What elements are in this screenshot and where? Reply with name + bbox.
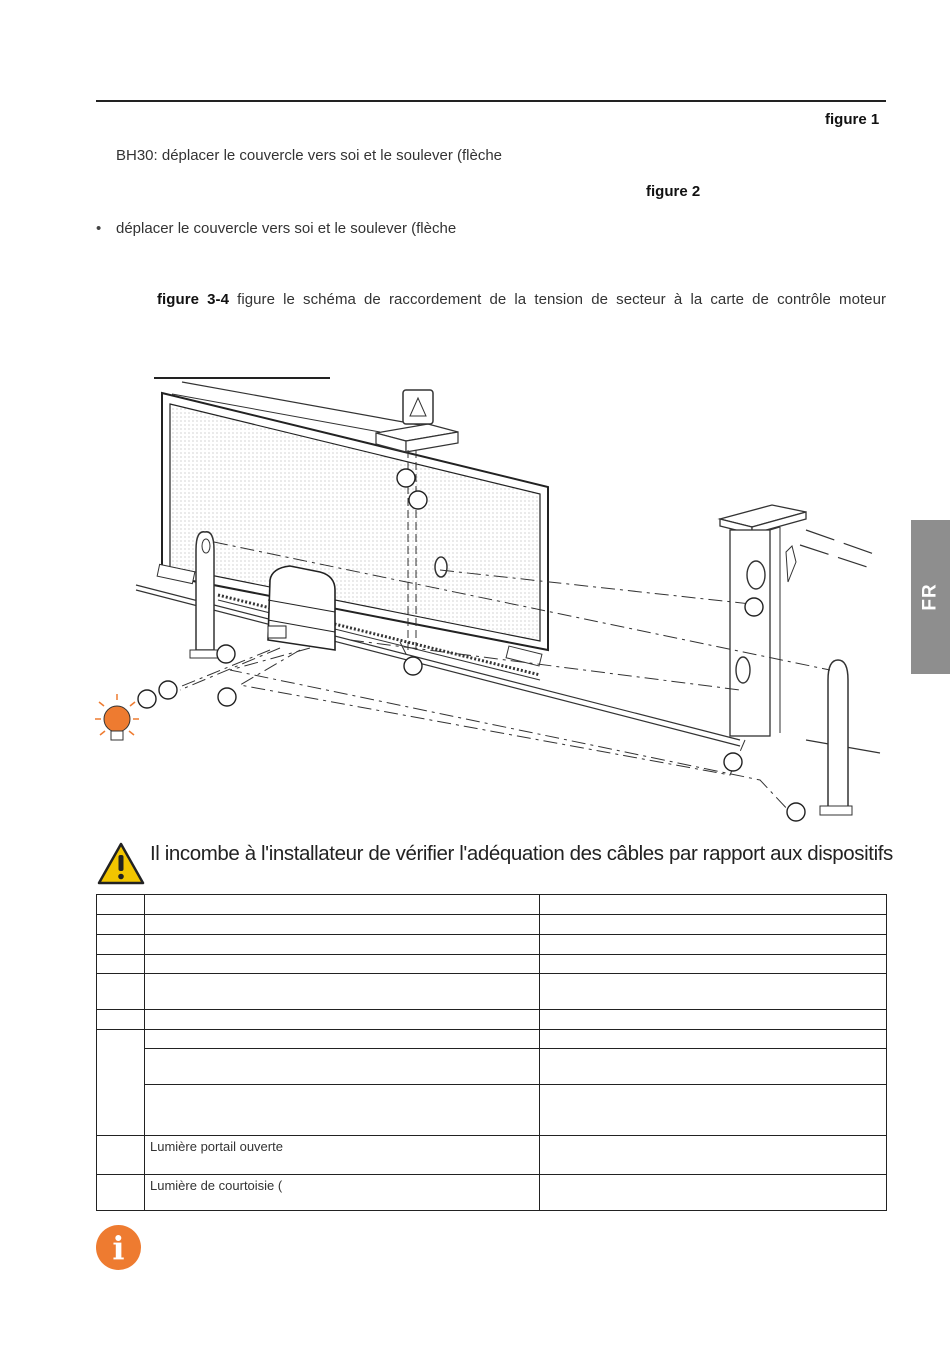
cable-cell xyxy=(540,1175,887,1211)
gate-device-icon xyxy=(435,557,447,577)
info-icon xyxy=(96,1225,141,1270)
warning-text: Il incombe à l'installateur de vérifier l'adéquation des câbles par rapport aux dispositifs xyxy=(150,842,893,865)
table-row xyxy=(97,1136,887,1175)
right-photocell-post xyxy=(820,660,852,815)
cable-cell xyxy=(540,1049,887,1085)
table-row xyxy=(97,955,887,974)
row-number xyxy=(97,1175,145,1211)
row-number xyxy=(97,895,145,915)
table-row xyxy=(97,1175,887,1211)
language-tab-fr xyxy=(911,520,950,674)
right-pillar xyxy=(720,505,806,736)
cable-cell xyxy=(540,935,887,955)
device-cell xyxy=(145,935,540,955)
figure-1-reference: figure 1 xyxy=(825,111,880,128)
device-cell: Lumière de courtoisie ( xyxy=(145,1175,540,1211)
cable-table xyxy=(96,894,887,1211)
cable-cell xyxy=(540,1085,887,1136)
table-row xyxy=(97,895,887,915)
device-cell xyxy=(145,895,540,915)
device-cell xyxy=(145,974,540,1010)
cable-cell xyxy=(540,895,887,915)
flashing-light-antenna-icon xyxy=(376,390,458,452)
device-cell: Lumière portail ouverte xyxy=(145,1136,540,1175)
device-cell xyxy=(145,1049,540,1085)
cable-cell xyxy=(540,955,887,974)
row-number xyxy=(97,1030,145,1136)
table-row xyxy=(97,1010,887,1030)
cable-cell xyxy=(540,1136,887,1175)
cable-cell xyxy=(540,1030,887,1049)
table-row xyxy=(97,935,887,955)
table-row xyxy=(97,915,887,935)
language-tab-label: FR xyxy=(919,583,941,611)
device-cell xyxy=(145,1010,540,1030)
cable-cell xyxy=(540,1010,887,1030)
row-number xyxy=(97,935,145,955)
bh30-instruction: BH30: déplacer le couvercle vers soi et le soulever (flèche xyxy=(116,147,503,164)
device-cell xyxy=(145,915,540,935)
row-number xyxy=(97,915,145,935)
gate-motor-unit xyxy=(268,566,335,650)
lamp-icon xyxy=(95,694,139,740)
bullet-marker: • xyxy=(96,220,102,237)
table-row xyxy=(97,1085,887,1136)
figure-2-reference: figure 2 xyxy=(646,183,701,200)
row-number xyxy=(97,974,145,1010)
device-cell xyxy=(145,955,540,974)
sliding-gate xyxy=(157,393,548,680)
installation-diagram xyxy=(90,370,890,830)
cable-cell xyxy=(540,915,887,935)
device-cell xyxy=(145,1030,540,1049)
figure-3-4-reference: figure 3-4 xyxy=(157,291,229,308)
warning-triangle-icon xyxy=(96,841,146,886)
row-number xyxy=(97,1136,145,1175)
paragraph-text: figure le schéma de raccordement de la tension de secteur à la carte de contrôle moteur xyxy=(228,291,887,308)
wiring-paragraph xyxy=(157,291,886,308)
header-rule xyxy=(96,100,886,102)
table-row xyxy=(97,1049,887,1085)
table-row xyxy=(97,974,887,1010)
device-cell xyxy=(145,1085,540,1136)
row-number xyxy=(97,1010,145,1030)
table-row xyxy=(97,1030,887,1049)
row-number xyxy=(97,955,145,974)
cable-cell xyxy=(540,974,887,1010)
info-glyph: i xyxy=(112,1228,125,1267)
bullet-text: déplacer le couvercle vers soi et le soulever (flèche xyxy=(116,220,457,237)
